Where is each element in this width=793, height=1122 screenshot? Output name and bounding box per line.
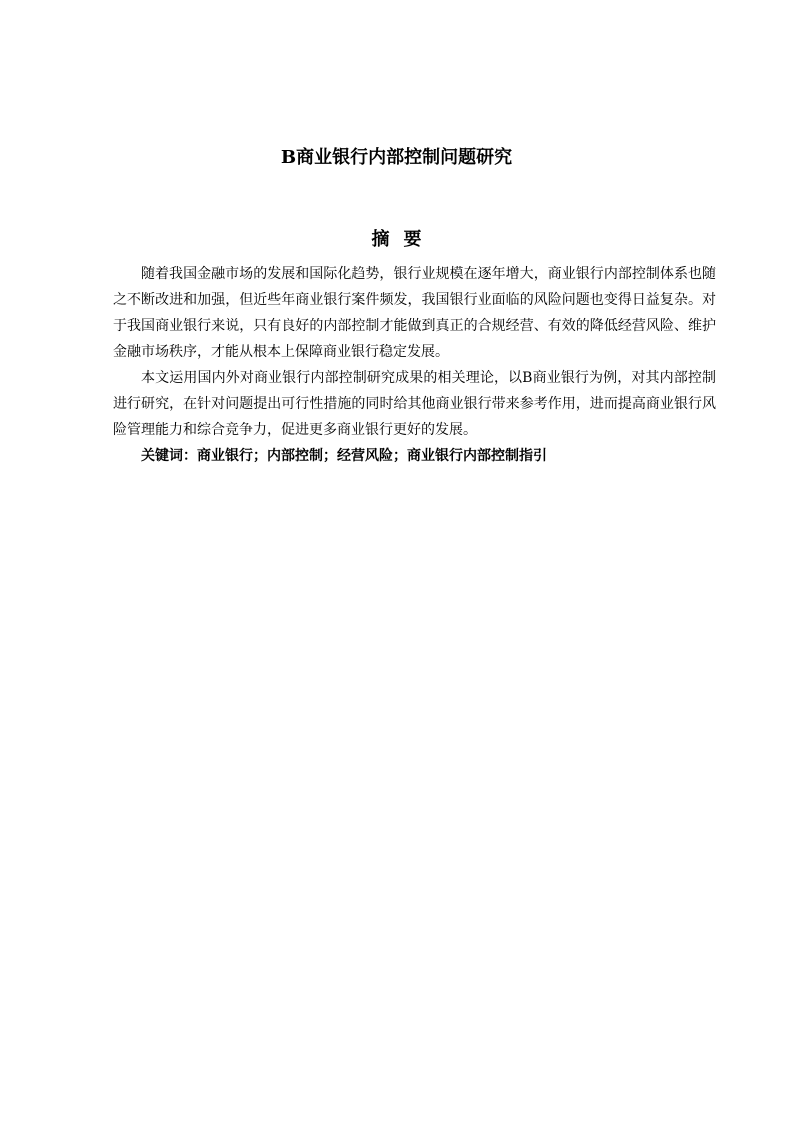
paper-title: B商业银行内部控制问题研究 xyxy=(280,147,513,168)
abstract-paragraph-1: 随着我国金融市场的发展和国际化趋势，银行业规模在逐年增大，商业银行内部控制体系也随之不断改进和加强，但近些年商业银行案件频发，我国银行业面临的风险问题也变得日益复杂。对于我国商业银行来说，只有良好的内部控制才能做到真正的合规经营、有效的降低经营风险、维护金融市场秩序，才能从根本上保障商业银行稳定发展。 xyxy=(113,266,716,360)
abstract-body xyxy=(113,261,716,469)
abstract-heading: 摘要 xyxy=(371,229,436,250)
abstract-paragraph-2: 本文运用国内外对商业银行内部控制研究成果的相关理论，以B商业银行为例，对其内部控制进行研究，在针对问题提出可行性措施的同时给其他商业银行带来参考作用，进而提高商业银行风险管理能力和综合竞争力，促进更多商业银行更好的发展。 xyxy=(113,370,716,438)
keywords-line: 关键词：商业银行；内部控制；经营风险；商业银行内部控制指引 xyxy=(141,448,547,464)
